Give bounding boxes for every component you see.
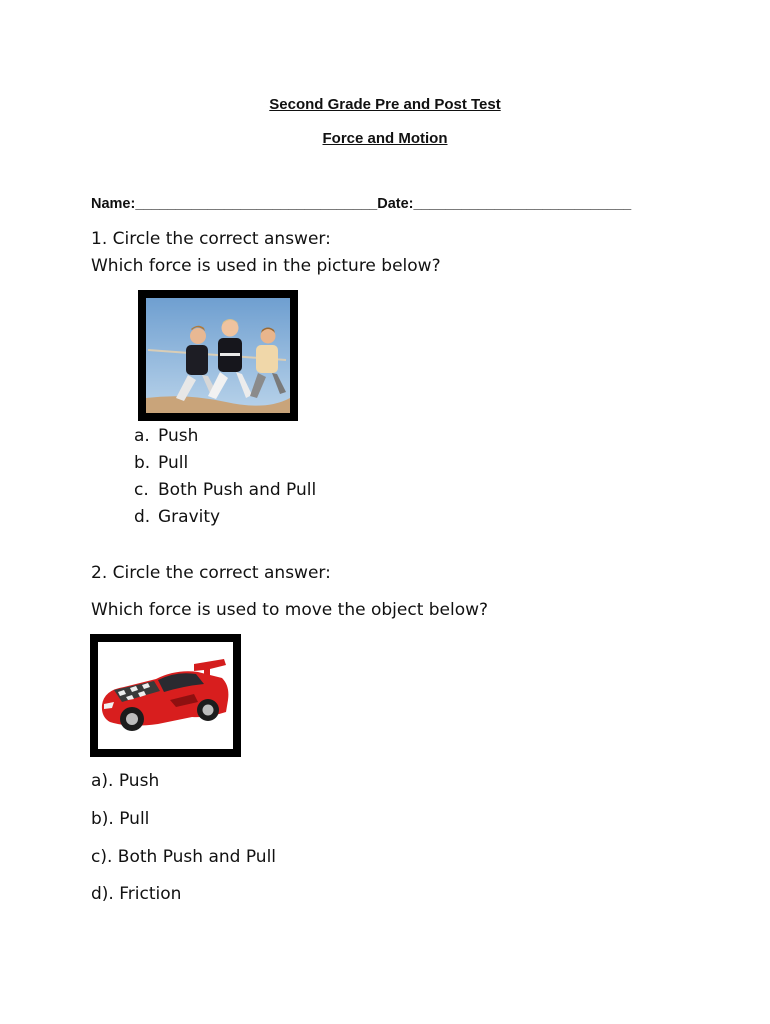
q1-option-b[interactable]: b. Pull — [134, 453, 189, 473]
q1-option-a[interactable]: a. Push — [134, 426, 199, 446]
toy-car-image — [90, 634, 241, 757]
q1-option-c[interactable]: c. Both Push and Pull — [134, 480, 317, 500]
tug-of-war-image — [138, 290, 298, 421]
question-1-prompt: Which force is used in the picture below? — [91, 256, 441, 276]
q2-option-b[interactable]: b). Pull — [91, 809, 150, 829]
page-title: Second Grade Pre and Post Test — [269, 96, 501, 113]
q1-option-d[interactable]: d. Gravity — [134, 507, 221, 527]
q2-option-a[interactable]: a). Push — [91, 771, 160, 791]
question-1-instruction: 1. Circle the correct answer: — [91, 229, 331, 249]
question-2-prompt: Which force is used to move the object below? — [91, 600, 489, 620]
name-date-line: Name:______________________________Date:___________________________ — [91, 196, 632, 212]
page-subtitle: Force and Motion — [322, 130, 448, 147]
red-car-icon — [98, 642, 233, 749]
kids-tug-of-war-icon — [146, 298, 290, 413]
q2-option-d[interactable]: d). Friction — [91, 884, 182, 904]
question-2-instruction: 2. Circle the correct answer: — [91, 563, 331, 583]
q2-option-c[interactable]: c). Both Push and Pull — [91, 847, 277, 867]
